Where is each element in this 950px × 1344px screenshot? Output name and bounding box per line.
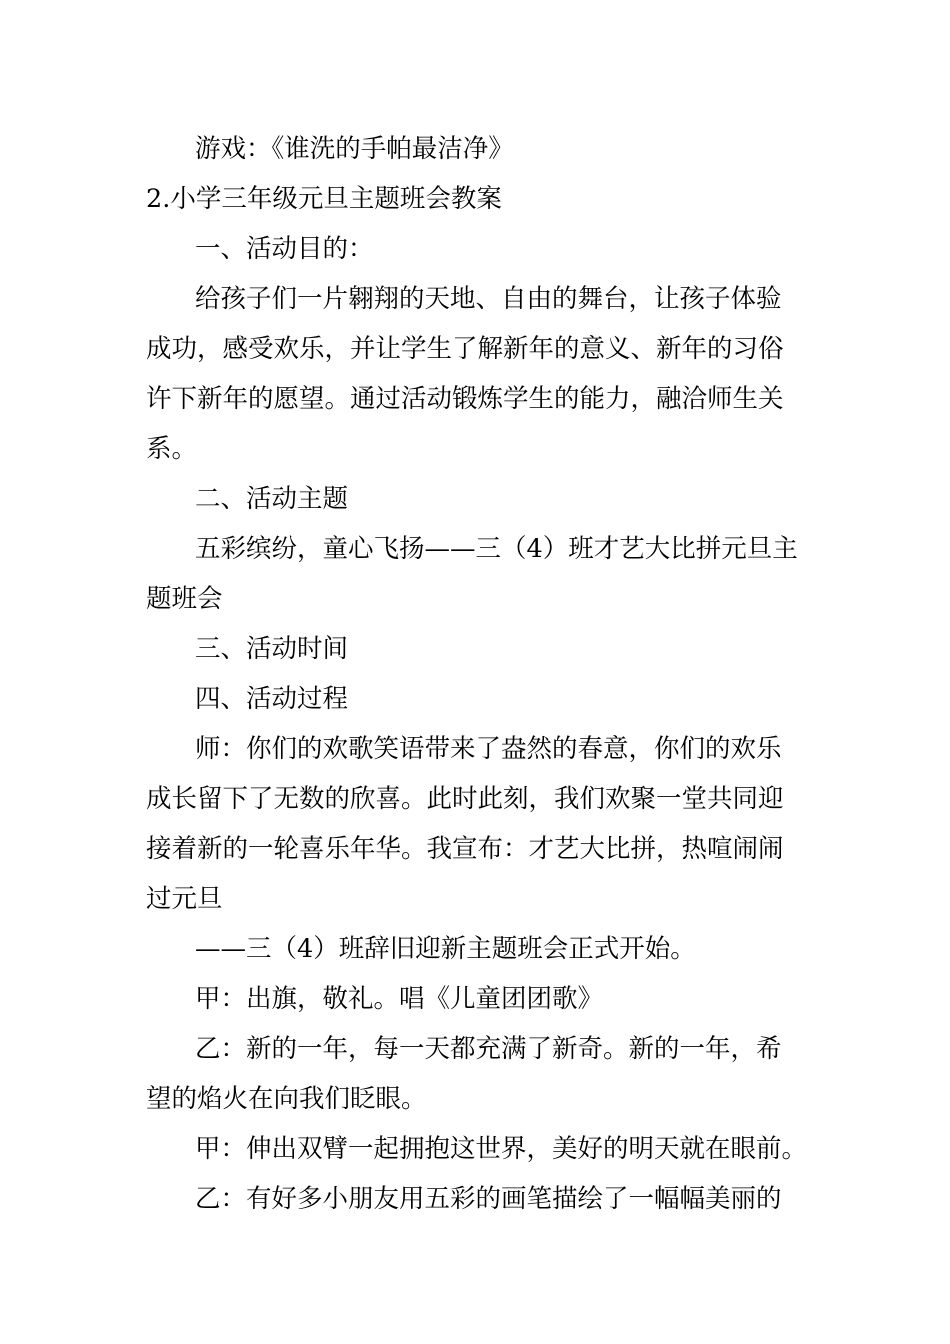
paragraph-line: 许下新年的愿望。通过活动锻炼学生的能力，融洽师生关 [146, 384, 784, 414]
subheading-time: 三、活动时间 [195, 634, 349, 664]
dialogue-line: 乙：有好多小朋友用五彩的画笔描绘了一幅幅美丽的 [195, 1184, 782, 1214]
dialogue-line: 甲：伸出双臂一起拥抱这世界，美好的明天就在眼前。 [195, 1134, 808, 1164]
paragraph-line: ——三（4）班辞旧迎新主题班会正式开始。 [195, 934, 696, 964]
section-heading: 2.小学三年级元旦主题班会教案 [146, 184, 502, 214]
paragraph-line: 系。 [146, 434, 198, 464]
paragraph-line: 过元旦 [146, 884, 223, 914]
paragraph-line: 给孩子们一片翱翔的天地、自由的舞台，让孩子体验 [195, 284, 782, 314]
paragraph-line: 五彩缤纷，童心飞扬——三（4）班才艺大比拼元旦主 [195, 534, 798, 564]
paragraph-line: 成功，感受欢乐，并让学生了解新年的意义、新年的习俗 [146, 334, 784, 364]
paragraph-line: 题班会 [146, 584, 223, 614]
subheading-theme: 二、活动主题 [195, 484, 349, 514]
paragraph-line: 成长留下了无数的欣喜。此时此刻，我们欢聚一堂共同迎 [146, 784, 784, 814]
game-line: 游戏：《谁洗的手帕最洁净》 [195, 134, 514, 164]
dialogue-line: 乙：新的一年，每一天都充满了新奇。新的一年，希 [195, 1034, 782, 1064]
subheading-process: 四、活动过程 [195, 684, 349, 714]
subheading-purpose: 一、活动目的： [195, 234, 374, 264]
paragraph-line: 接着新的一轮喜乐年华。我宣布：才艺大比拼，热喧闹闹 [146, 834, 784, 864]
dialogue-line: 甲：出旗，敬礼。唱《儿童团团歌》 [195, 984, 604, 1014]
paragraph-line: 师：你们的欢歌笑语带来了盎然的春意，你们的欢乐 [195, 734, 782, 764]
dialogue-line: 望的焰火在向我们眨眼。 [146, 1084, 427, 1114]
